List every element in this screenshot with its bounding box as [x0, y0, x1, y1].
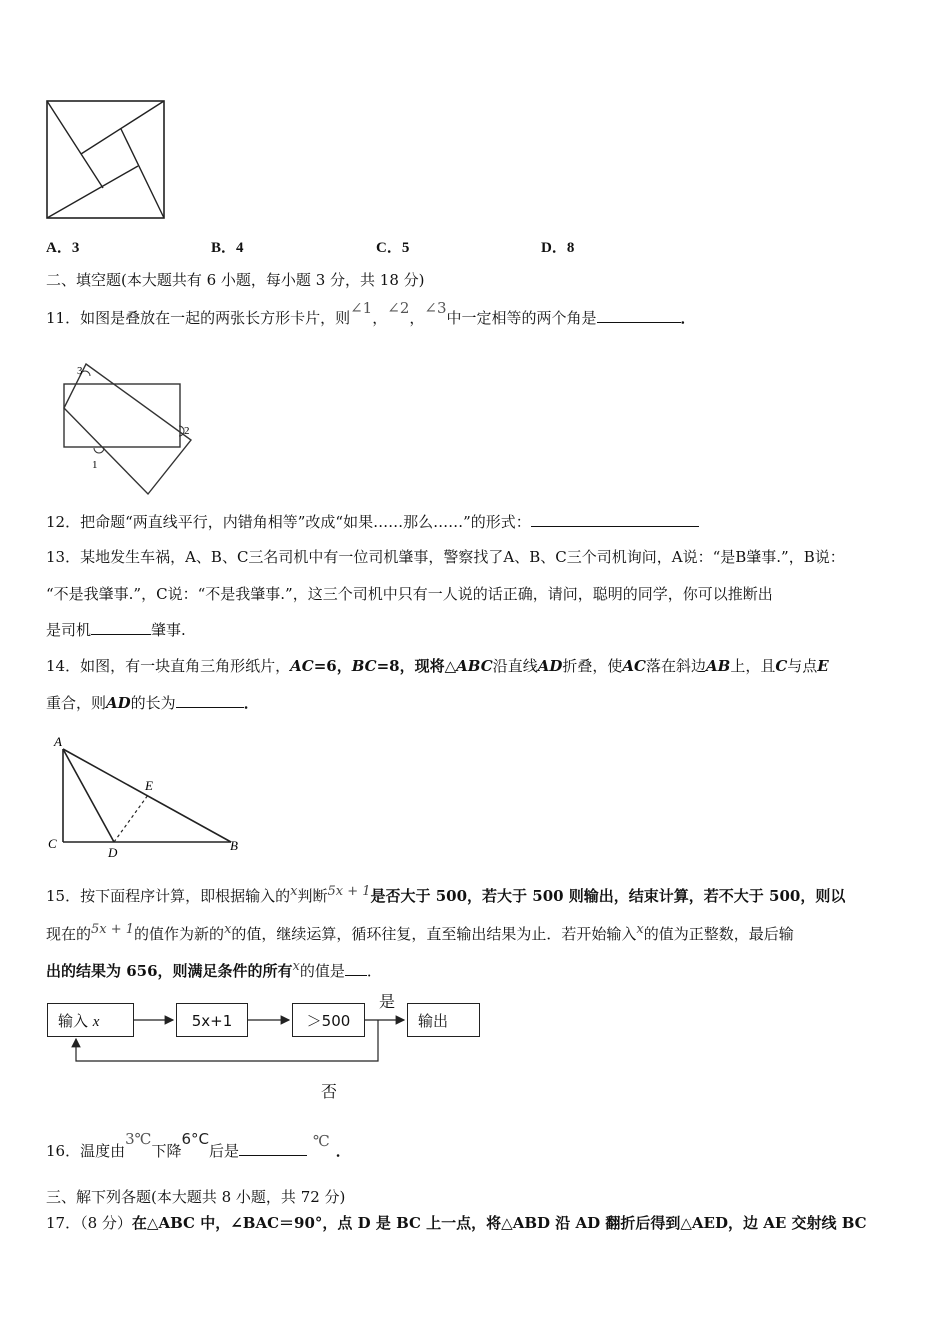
answer-blank-13 [91, 620, 151, 635]
flow-calc-box: 5x+1 [176, 1003, 248, 1037]
question-16: 16．温度由3℃下降6°C后是℃． [46, 1130, 351, 1160]
flow-compare-box: ＞500 [292, 1003, 365, 1037]
section-2-title: 二、填空题(本大题共有 6 小题，每小题 3 分，共 18 分) [46, 271, 425, 289]
choice-a: A．3 [46, 240, 80, 256]
question-14-line-2: 重合，则AD的长为 ． [46, 694, 259, 712]
question-17: 17．（8 分）在△ABC 中，∠BAC＝90°，点 D 是 BC 上一点，将△ABD 沿 AD 翻折后得到△AED，边 AE 交射线 BC [46, 1214, 867, 1232]
choice-b: B．4 [211, 240, 244, 256]
pinwheel-square-figure [44, 98, 169, 222]
question-12: 12．把命题“两直线平行，内错角相等”改成“如果……那么……”的形式： [46, 512, 699, 532]
fig14-label-d: D [108, 845, 118, 860]
answer-blank-12 [531, 512, 699, 527]
flow-input-box: 输入 x [47, 1003, 134, 1037]
folded-triangle-figure [44, 732, 249, 860]
section-3-title: 三、解下列各题(本大题共 8 小题，共 72 分) [46, 1188, 346, 1206]
question-15-line-3: 出的结果为 656，则满足条件的所有x的值是 ． [46, 959, 382, 980]
question-14-line-1: 14．如图，有一块直角三角形纸片，AC=6，BC=8，现将△ABC沿直线AD折叠，使AC落在斜边AB上，且C与点E [46, 657, 829, 675]
overlapping-cards-figure [58, 360, 200, 500]
fig11-label-3: 3 [77, 365, 83, 377]
fig11-label-1: 1 [92, 459, 98, 471]
question-11: 11．如图是叠放在一起的两张长方形卡片，则∠1，∠2，∠3中一定相等的两个角是 ． [46, 299, 696, 327]
flow-no-label: 否 [321, 1082, 338, 1101]
fig11-label-2: 2 [184, 425, 190, 437]
answer-blank-11 [597, 308, 681, 323]
question-13-line-1: 13．某地发生车祸，A、B、C三名司机中有一位司机肇事，警察找了A、B、C三个司机询问，A说：“是B肇事.”，B说： [46, 548, 845, 566]
answer-blank-14 [176, 693, 244, 708]
fig14-label-c: C [48, 836, 57, 851]
fig14-label-b: B [230, 838, 238, 853]
choice-d: D．8 [541, 240, 575, 256]
question-13-line-3: 是司机 肇事. [46, 621, 186, 639]
flow-yes-label: 是 [379, 992, 396, 1011]
answer-blank-15 [345, 961, 367, 976]
fig14-label-e: E [145, 778, 153, 793]
question-15-line-2: 现在的5x + 1的值作为新的x的值，继续运算，循环往复，直至输出结果为止．若开始输入x的值为正整数，最后输 [46, 922, 794, 943]
answer-blank-16 [239, 1141, 307, 1156]
fig14-label-a: A [54, 734, 62, 749]
question-15-line-1: 15．按下面程序计算，即根据输入的x判断5x + 1是否大于 500，若大于 500 则输出，结束计算，若不大于 500，则以 [46, 884, 846, 905]
question-13-line-2: “不是我肇事.”，C说：“不是我肇事.”，这三个司机中只有一人说的话正确，请问，聪明的同学，你可以推断出 [46, 585, 773, 603]
flow-output-box: 输出 [407, 1003, 480, 1037]
choice-c: C．5 [376, 240, 410, 256]
